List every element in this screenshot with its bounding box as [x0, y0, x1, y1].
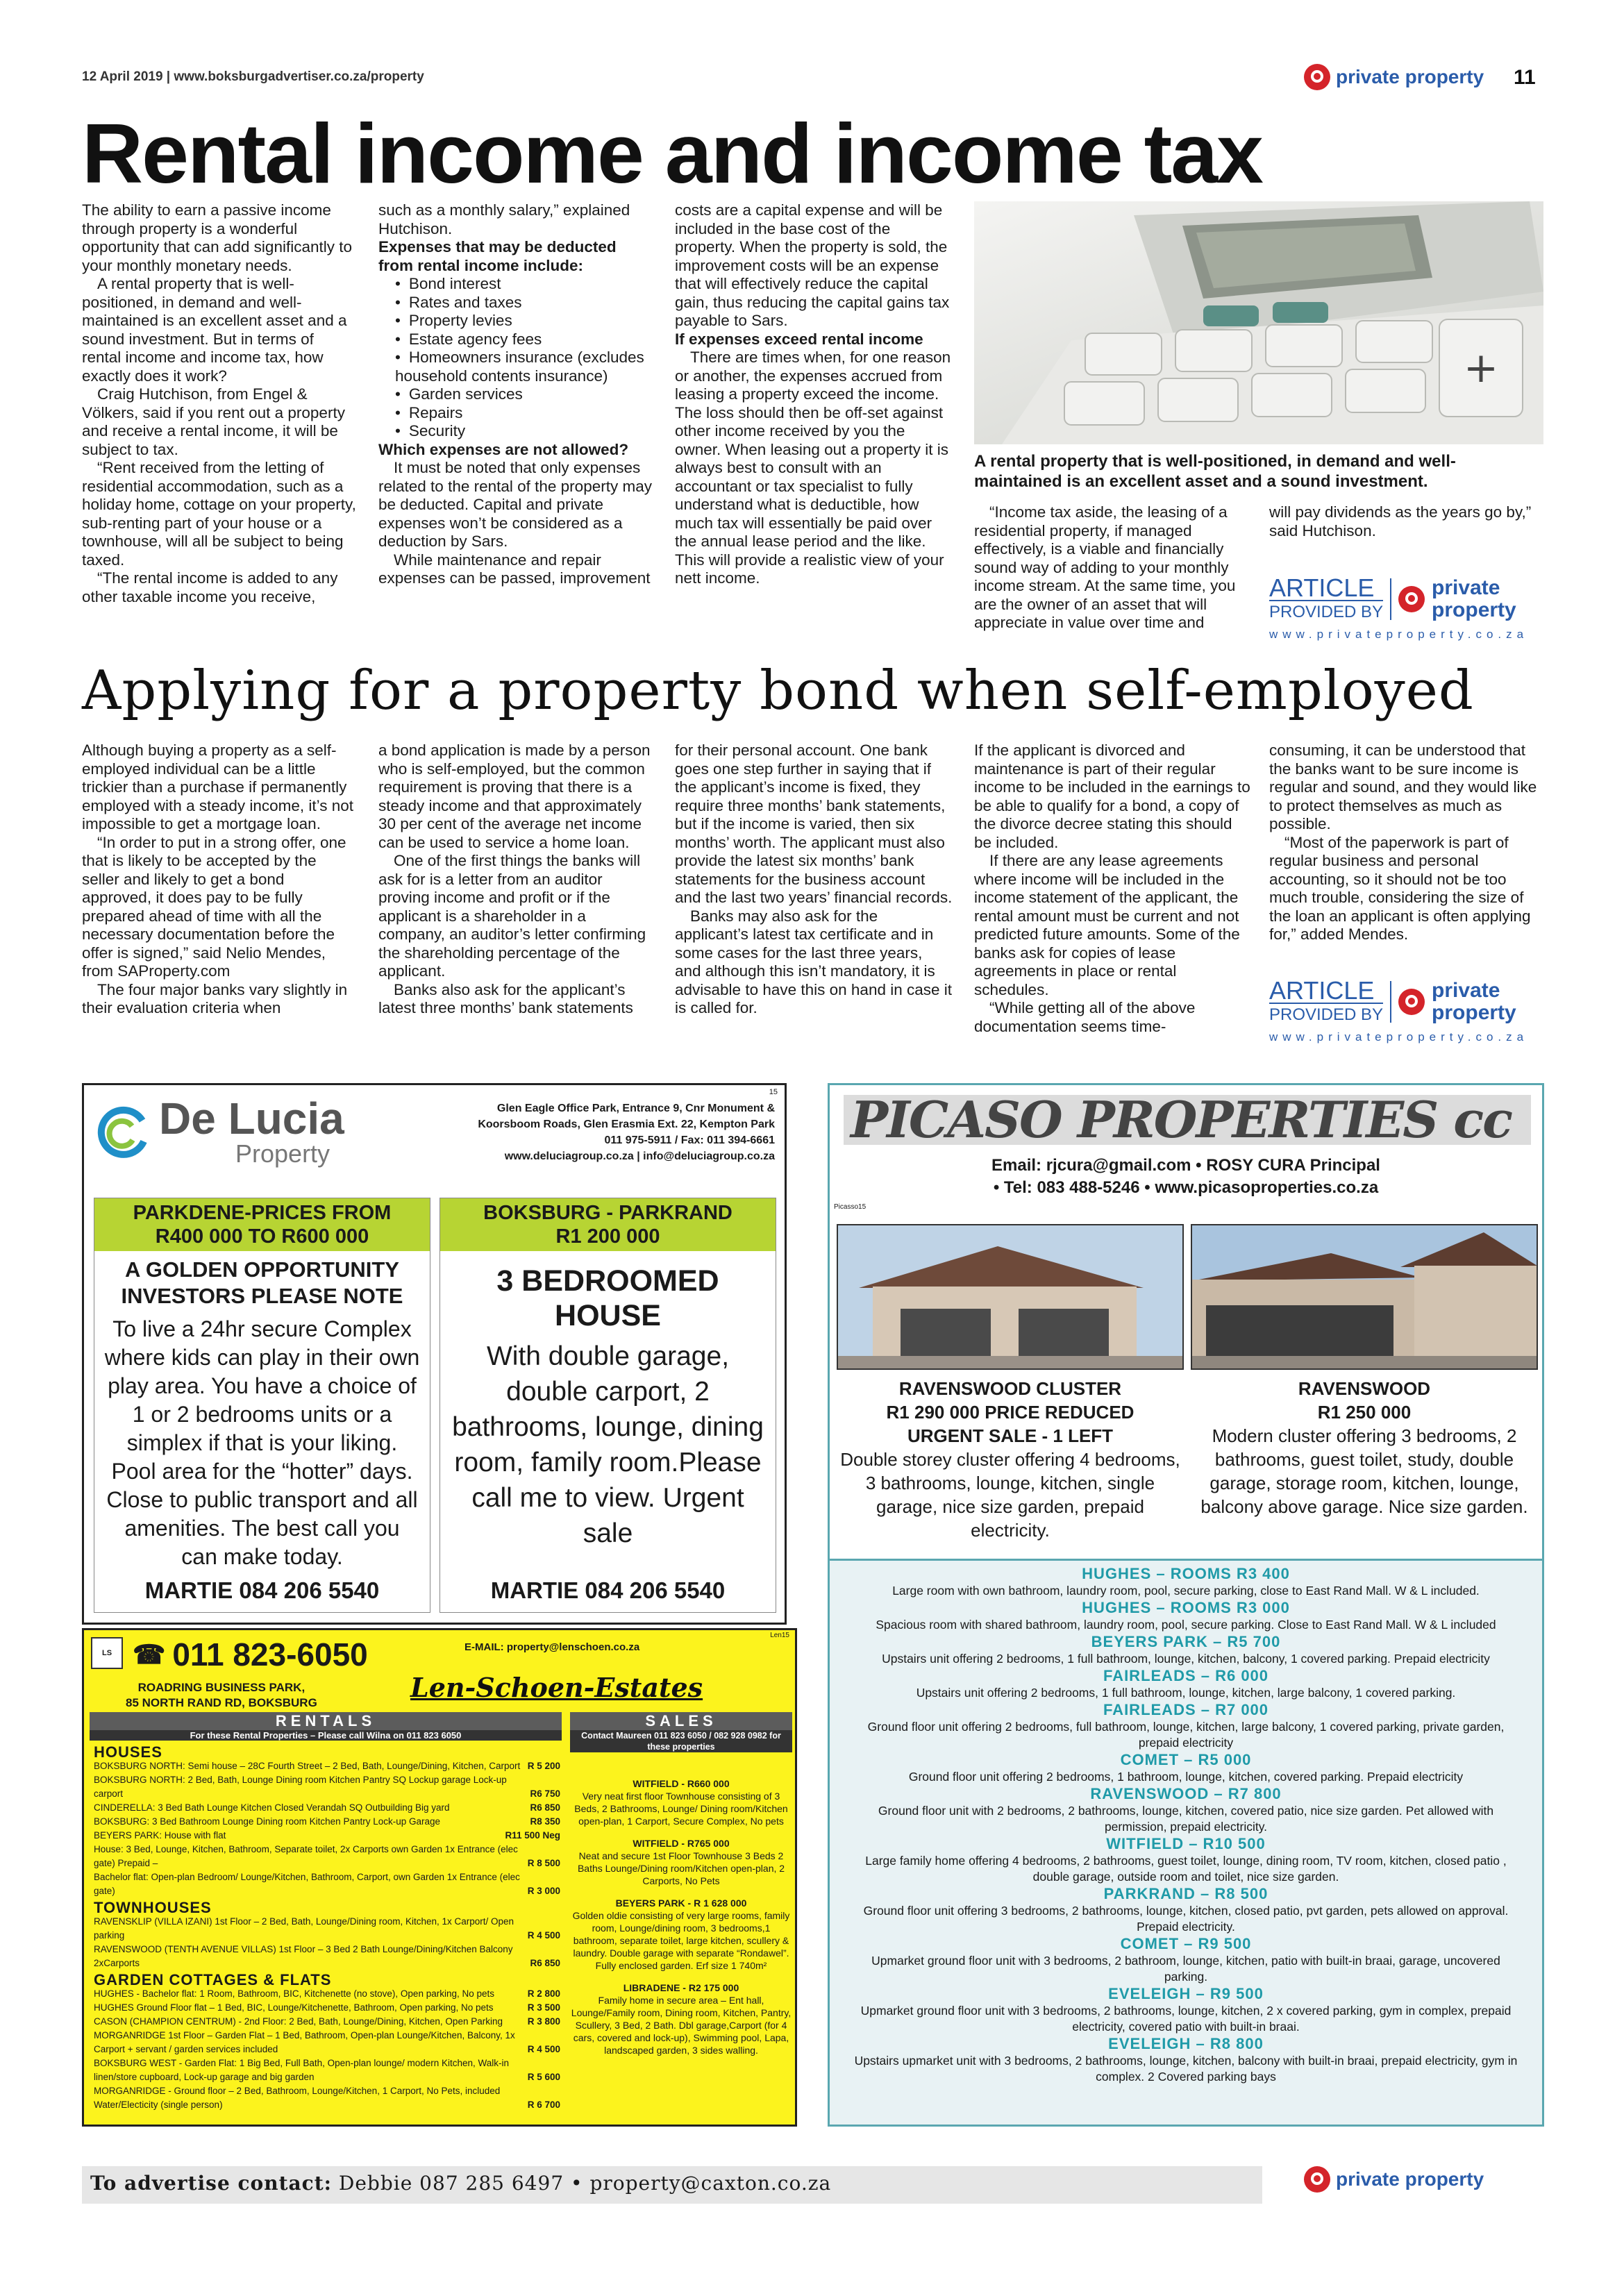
picaso-rentals-list	[828, 1559, 1544, 2127]
address-line: www.deluciagroup.co.za | info@deluciagroup.co.za	[504, 1150, 775, 1162]
listing-ravenswood-cluster	[837, 1377, 1184, 1542]
listing-desc: Ground floor unit with 2 bedrooms, 2 bathrooms, lounge, kitchen, covered patio, nice size garden. Pet allowed with permission, prepaid electricity.	[878, 1804, 1494, 1834]
text: The four major banks vary slightly in their evaluation criteria when	[82, 980, 348, 1016]
divider	[1390, 981, 1391, 1023]
folio: 12 April 2019 | www.boksburgadvertiser.co.za/property	[82, 69, 424, 84]
text: a bond application is made by a person who is self-employed, but the common requirement is proving that there is a steady income and that approximately 30 per cent of the average net income can be used to service a home loan.	[378, 741, 651, 851]
address-line: 85 NORTH RAND RD, BOKSBURG	[126, 1696, 317, 1709]
sale-listing	[570, 1897, 792, 1972]
listing-heading	[94, 1257, 430, 1309]
sale-desc: Golden oldie consisting of very large rooms, family room, Lounge/dining room, 3 bedrooms,1 bathroom, separate toilet, large kitchen, scullery & laundry. Double garage with separate “Rondawel”. Fully enclosed garden. Erf size 1 740m²	[572, 1910, 790, 1971]
rentals-list	[830, 1561, 1542, 2085]
calculator-photo	[974, 201, 1543, 444]
text: such as a monthly salary,” explained Hutchison.	[378, 201, 630, 237]
listing-desc: Upstairs unit offering 2 bedrooms, 1 full bathroom, lounge, kitchen, large balcony, 1 covered parking.	[916, 1686, 1456, 1700]
heading-line: 3 BEDROOMED	[496, 1264, 719, 1298]
brand-name: private property	[1336, 2168, 1484, 2190]
listing-title: RAVENSWOOD CLUSTER	[898, 1378, 1122, 1399]
article2-col1	[82, 741, 356, 1018]
property-word: property	[1432, 598, 1516, 621]
house-pin-icon	[1304, 2166, 1330, 2193]
footer-contact	[90, 2172, 831, 2195]
listing-desc: Ground floor unit offering 2 bedrooms, full bathroom, lounge, kitchen, large balcony, 1 covered parking, private garden, prepaid electricity	[867, 1720, 1505, 1750]
text: A rental property that is well-positioned, in demand and well-maintained is an excellent asset and a sound investment. But in terms of rental income and income tax, how exactly does it work?	[82, 275, 347, 385]
phone-icon: ☎	[133, 1640, 166, 1670]
brand-name: private property	[1336, 66, 1484, 87]
deduction-item: • Repairs	[395, 404, 653, 423]
provider-url: www.privateproperty.co.za	[1269, 1030, 1529, 1044]
ad-tag: Picasso15	[834, 1203, 867, 1211]
address-line: Koorsboom Roads, Glen Erasmia Ext. 22, Kempton Park	[478, 1118, 775, 1130]
rental-listing	[830, 2035, 1542, 2085]
heading-line: HOUSE	[555, 1299, 661, 1332]
text: Banks also ask for the applicant’s latest three months’ bank statements	[378, 980, 633, 1016]
listing-body: With double garage, double carport, 2 bathrooms, lounge, dining room, family room.Please call me to view. Urgent sale	[452, 1341, 764, 1548]
rental-desc: BOKSBURG NORTH: 2 Bed, Bath, Lounge Dining room Kitchen Pantry SQ Lockup garage Lock-up carport	[94, 1775, 507, 1799]
listing-desc: Upstairs unit offering 2 bedrooms, 1 full bathroom, lounge, kitchen, balcony, 1 covered parking. Prepaid electricity	[882, 1652, 1490, 1666]
listing-title: COMET – R5 000	[1120, 1751, 1252, 1768]
rental-listing	[830, 1599, 1542, 1633]
article-provided-badge	[1269, 573, 1529, 642]
heading-line: INVESTORS PLEASE NOTE	[121, 1284, 403, 1308]
rental-price: R 3 000	[527, 1886, 560, 1896]
rental-listing	[830, 1667, 1542, 1701]
listing-price: R1 250 000	[1317, 1402, 1412, 1423]
deduction-item: • Garden services	[395, 385, 653, 404]
sale-title: LIBRADENE - R2 175 000	[623, 1982, 739, 1993]
rental-row	[94, 1943, 560, 1970]
listing-title: HUGHES – ROOMS R3 000	[1082, 1599, 1290, 1616]
sale-desc: Very neat first floor Townhouse consisting of 3 Beds, 2 Bathrooms, Lounge/ Dining room/Kitchen open-plan, 1 Carport, Secure Complex, No pets	[574, 1791, 788, 1827]
footer-details: Debbie 087 285 6497 • property@caxton.co.za	[338, 2172, 832, 2195]
rental-row	[94, 2029, 560, 2056]
deduction-item: • Rates and taxes	[395, 294, 653, 312]
rental-price: R 4 500	[527, 2044, 560, 2054]
article1-col3	[675, 201, 953, 588]
page-number: 11	[1514, 66, 1536, 89]
rental-listing	[830, 1985, 1542, 2035]
picaso-contact	[830, 1155, 1542, 1199]
rental-price: R 5 200	[527, 1761, 560, 1771]
rental-price: R 6 700	[527, 2100, 560, 2110]
house-pin-icon	[1304, 64, 1330, 90]
swirl-logo-icon	[94, 1105, 149, 1161]
rental-row	[94, 1829, 560, 1843]
brand-logo-bottom	[1304, 2166, 1484, 2193]
rentals-sub: For these Rental Properties – Please call Wilna on 011 823 6050	[90, 1730, 562, 1741]
deduction-item: • Homeowners insurance (excludes household contents insurance)	[395, 349, 653, 385]
listing-desc: Large family home offering 4 bedrooms, 2 bathrooms, guest toilet, lounge, dining room, TV room, kitchen, closed patio , double garage, outside room and toilet, nice size garden.	[865, 1854, 1507, 1884]
sale-title: WITFIELD - R765 000	[633, 1838, 730, 1849]
deduction-item: • Property levies	[395, 312, 653, 330]
rental-desc: RAVENSKLIP (VILLA IZANI) 1st Floor – 2 Bed, Bath, Lounge/Dining room, Kitchen, 1x Carport/ Open parking	[94, 1916, 514, 1941]
rentals-title: RENTALS	[90, 1712, 562, 1730]
sale-listing	[570, 1837, 792, 1887]
article1-col4	[974, 503, 1252, 632]
rental-row	[94, 1870, 560, 1898]
text: Although buying a property as a self-employed individual can be a little trickier than a purchase if permanently employed with a steady income, it’s not impossible to get a mortgage loan.	[82, 741, 354, 832]
rental-desc: MORGANRIDGE 1st Floor – Garden Flat – 1 Bed, Bathroom, Open-plan Lounge/Kitchen, Balcony, 1x Carport + servant / garden services included	[94, 2030, 515, 2054]
house-photo	[837, 1224, 1184, 1370]
band-line: BOKSBURG - PARKRAND	[483, 1202, 733, 1224]
sales-list	[570, 1777, 792, 2066]
listing-title: FAIRLEADS – R7 000	[1103, 1701, 1269, 1718]
rental-listing	[830, 1701, 1542, 1751]
footer-label: To advertise contact:	[90, 2172, 332, 2195]
band-line: R400 000 TO R600 000	[155, 1225, 369, 1248]
divider	[1390, 578, 1391, 620]
ad-tag: Len15	[770, 1632, 789, 1639]
listing-title: PARKRAND – R8 500	[1103, 1885, 1269, 1902]
heading-line: A GOLDEN OPPORTUNITY	[125, 1257, 399, 1282]
article1-col2	[378, 201, 653, 588]
listing-contact: MARTIE 084 206 5540	[440, 1569, 776, 1612]
text: “In order to put in a strong offer, one that is likely to be accepted by the seller and likely to get a bond approved, it does pay to be fully prepared ahead of time with all the necessary documentation before the offer is signed,” said Nelio Mendes, from SAProperty.com	[82, 833, 346, 980]
listing-contact: MARTIE 084 206 5540	[94, 1569, 430, 1612]
article2-col3	[675, 741, 953, 1018]
provided-by-label: PROVIDED BY	[1269, 600, 1383, 622]
rental-listing	[830, 1885, 1542, 1935]
listing-title: RAVENSWOOD	[1298, 1378, 1431, 1399]
text: “While getting all of the above documentation seems time-	[974, 999, 1196, 1035]
house-photo	[1191, 1224, 1538, 1370]
article1-col1	[82, 201, 356, 606]
rental-desc: BOKSBURG: 3 Bed Bathroom Lounge Dining room Kitchen Pantry Lock-up Garage	[94, 1816, 441, 1827]
deduction-item: • Estate agency fees	[395, 330, 653, 349]
listing-heading	[440, 1264, 776, 1333]
rental-price: R 3 500	[527, 2002, 560, 2013]
rental-price: R8 350	[530, 1816, 560, 1827]
listing-band	[94, 1198, 430, 1251]
listing-ravenswood	[1191, 1377, 1538, 1518]
house-pin-icon	[1398, 989, 1425, 1015]
listing-desc: Upmarket ground floor unit with 3 bedrooms, 2 bathroom, lounge, kitchen, patio with built-in braai, garage, uncovered parking.	[871, 1954, 1500, 1984]
listing-parkrand	[440, 1198, 776, 1613]
sale-listing	[570, 1981, 792, 2056]
rental-desc: BOKSBURG WEST - Garden Flat: 1 Big Bed, Full Bath, Open-plan lounge/ modern Kitchen, Walk-in linen/store cupboard, Lock-up garage and big garden	[94, 2058, 510, 2082]
article-label: ARTICLE	[1269, 976, 1375, 1005]
len-schoen-logo: Len-Schoen-Estates	[410, 1672, 703, 1703]
provided-by-label: PROVIDED BY	[1269, 1003, 1383, 1025]
ad-picaso-properties	[828, 1083, 1544, 1569]
text: “The rental income is added to any other taxable income you receive,	[82, 569, 338, 605]
band-line: PARKDENE-PRICES FROM	[133, 1202, 392, 1224]
provider-url: www.privateproperty.co.za	[1269, 628, 1529, 641]
listing-title: EVELEIGH – R8 800	[1108, 2035, 1264, 2052]
subhead-exceed: If expenses exceed rental income	[675, 330, 923, 348]
rental-row	[94, 1801, 560, 1815]
article-provided-badge	[1269, 976, 1529, 1044]
rental-price: R6 850	[530, 1958, 560, 1968]
sales-sub: Contact Maureen 011 823 6050 / 082 928 0982 for these properties	[570, 1730, 792, 1752]
listing-desc: Large room with own bathroom, laundry room, pool, secure parking, close to East Rand Mall. W & L included.	[892, 1584, 1480, 1598]
listing-title: BEYERS PARK – R5 700	[1091, 1633, 1281, 1650]
rental-desc: RAVENSWOOD (TENTH AVENUE VILLAS) 1st Floor – 3 Bed 2 Bath Lounge/Dining/Kitchen Balcony 2xCarports	[94, 1944, 513, 1968]
text: consuming, it can be understood that the banks want to be sure income is regular and sound, and they would like to protect themselves as much as possible.	[1269, 741, 1537, 832]
rental-row	[94, 1987, 560, 2001]
listing-title: FAIRLEADS – R6 000	[1103, 1667, 1269, 1684]
listing-body: To live a 24hr secure Complex where kids can play in their own play area. You have a choice of 1 or 2 bedrooms units or a simplex if that is your liking. Pool area for the “hotter” days. Close to public transport and all amenities. The best call you can make today.	[104, 1316, 420, 1569]
private-word: private	[1432, 979, 1500, 1002]
ad-tag: 15	[769, 1088, 778, 1096]
rental-price: R 5 600	[527, 2072, 560, 2082]
address-line: ROADRING BUSINESS PARK,	[137, 1681, 305, 1694]
logo-text: De Lucia	[159, 1093, 344, 1143]
rental-price: R 4 500	[527, 1930, 560, 1941]
photo-caption: A rental property that is well-positioned, in demand and well-maintained is an excellent asset and a sound investment.	[974, 452, 1456, 491]
rental-desc: House: 3 Bed, Lounge, Kitchen, Bathroom, Separate toilet, 2x Carports own Garden 1x Entrance (elec gate) Prepaid –	[94, 1844, 518, 1868]
ls-badge-icon: LS	[91, 1637, 123, 1669]
rental-listing	[830, 1835, 1542, 1885]
listing-title: EVELEIGH – R9 500	[1108, 1985, 1264, 2002]
deduction-item: • Security	[395, 422, 653, 441]
sale-title: BEYERS PARK - R 1 628 000	[615, 1897, 747, 1909]
sale-listing	[570, 1777, 792, 1827]
address	[126, 1680, 317, 1711]
headline-property-bond: Applying for a property bond when self-employed	[82, 660, 1474, 722]
section-title: GARDEN COTTAGES & FLATS	[94, 1971, 332, 1988]
text: One of the first things the banks will ask for is a letter from an auditor proving income and profit or if the applicant is a shareholder in a company, an auditor’s letter confirming the shareholding percentage of the applicant.	[378, 852, 646, 980]
rental-price: R6 750	[530, 1788, 560, 1799]
text: If the applicant is divorced and maintenance is part of their regular income to be included in the earnings to be able to qualify for a bond, a copy of the divorce decree stating this should be included.	[974, 741, 1250, 851]
rental-listing	[830, 1565, 1542, 1599]
article1-col5	[1269, 503, 1543, 540]
section-title: HOUSES	[94, 1743, 162, 1761]
rental-price: R6 850	[530, 1802, 560, 1813]
article2-col5	[1269, 741, 1543, 944]
sale-title: WITFIELD - R660 000	[633, 1778, 730, 1789]
text: costs are a capital expense and will be included in the base cost of the property. When the property is sold, the improvement costs will be an expense that will effectively reduce the capital gain, thus reducing the capital gains tax payable to Sars.	[675, 201, 950, 329]
text: The ability to earn a passive income through property is a wonderful opportunity that can add significantly to your monthly monetary needs.	[82, 201, 352, 274]
rental-desc: CASON (CHAMPION CENTRUM) - 2nd Floor: 2 Bed, Bath, Lounge/Dining, Kitchen, Open Parking	[94, 2016, 503, 2027]
listing-desc: Spacious room with shared bathroom, laundry room, pool, secure parking. Close to East Rand Mall. W & L included	[876, 1618, 1496, 1632]
article2-col2	[378, 741, 653, 1018]
rental-desc: BEYERS PARK: House with flat	[94, 1830, 226, 1841]
rental-price: R 3 800	[527, 2016, 560, 2027]
brand-logo-top	[1304, 64, 1484, 90]
text: It must be noted that only expenses related to the rental of the property may be deducted. Capital and private expenses won’t be considered as a deduction by Sars.	[378, 459, 652, 550]
listing-title: RAVENSWOOD – R7 800	[1090, 1785, 1282, 1802]
article2-col4	[974, 741, 1252, 1036]
rental-desc: MORGANRIDGE - Ground floor – 2 Bed, Bathroom, Lounge/Kitchen, 1 Carport, No Pets, included Water/Electicity (single person)	[94, 2086, 501, 2110]
rental-desc: CINDERELLA: 3 Bed Bath Lounge Kitchen Closed Verandah SQ Outbuilding Big yard	[94, 1802, 450, 1813]
phone-line	[133, 1636, 368, 1673]
rental-listing	[830, 1935, 1542, 1985]
listing-title: COMET – R9 500	[1120, 1935, 1252, 1952]
rental-row	[94, 2015, 560, 2029]
rental-row	[94, 1815, 560, 1829]
listing-band	[440, 1198, 776, 1251]
sales-header	[570, 1712, 792, 1752]
logo-subtext: Property	[235, 1139, 330, 1168]
picaso-title: PICASO PROPERTIES cc	[844, 1095, 1531, 1145]
listing-desc: Ground floor unit offering 3 bedrooms, 2 bathrooms, lounge, kitchen, closed patio, pvt garden, pets allowed on approval. Prepaid electricity.	[863, 1904, 1509, 1934]
contact-line: • Tel: 083 488-5246 • www.picasoproperties.co.za	[993, 1178, 1379, 1197]
property-word: property	[1432, 1001, 1516, 1024]
listing-desc: Upmarket ground floor unit with 3 bedrooms, 2 bathrooms, lounge, kitchen, 2 x covered parking, gym in complex, prepaid electricity, covered patio with built-in braai.	[860, 2004, 1512, 2034]
subhead-not-allowed: Which expenses are not allowed?	[378, 440, 629, 458]
text: “Rent received from the letting of residential accommodation, such as a holiday home, cottage on your property, sub-renting part of your house or a townhouse, will all be subject to being taxed.	[82, 459, 356, 569]
text: While maintenance and repair expenses can be passed, improvement	[378, 551, 651, 587]
rental-row	[94, 1773, 560, 1801]
sale-desc: Family home in secure area – Ent hall, Lounge/Family room, Dining room, Kitchen, Pantry, Scullery, 3 Bed, 2 Bath. Dbl garage,Carport (for 4 cars, covered and lock-up), Swimming pool, Lapa, landscaped garden, 3 sides walling.	[571, 1995, 792, 2056]
deduction-item: • Bond interest	[395, 275, 653, 294]
de-lucia-address	[478, 1100, 775, 1164]
phone-number: 011 823-6050	[172, 1636, 368, 1673]
ad-len-schoen	[82, 1628, 797, 2127]
rental-desc: Bachelor flat: Open-plan Bedroom/ Lounge/Kitchen, Bathroom, Carport, own Garden 1x Entrance (elec gate)	[94, 1872, 520, 1896]
listing-desc: Modern cluster offering 3 bedrooms, 2 bathrooms, guest toilet, study, double garage, storage room, kitchen, lounge, balcony above garage. Nice size garden.	[1200, 1425, 1528, 1517]
rental-row	[94, 1915, 560, 1943]
listing-title: WITFIELD – R10 500	[1106, 1835, 1266, 1852]
rental-listing	[830, 1785, 1542, 1835]
rental-price: R 8 500	[527, 1858, 560, 1868]
address-line: Glen Eagle Office Park, Entrance 9, Cnr Monument &	[496, 1103, 775, 1114]
listing-desc: Double storey cluster offering 4 bedrooms, 3 bathrooms, lounge, kitchen, single garage, nice size garden, prepaid electricity.	[840, 1449, 1180, 1541]
rental-row	[94, 2084, 560, 2112]
rental-price: R11 500 Neg	[505, 1830, 560, 1841]
text: Banks may also ask for the applicant’s latest tax certificate and in some cases for the last three years, and although this isn’t mandatory, it is advisable to have this on hand in case it is called for.	[675, 907, 953, 1016]
address-line: 011 975-5911 / Fax: 011 394-6661	[604, 1134, 775, 1146]
listing-note: URGENT SALE - 1 LEFT	[907, 1425, 1114, 1446]
sales-title: SALES	[570, 1712, 792, 1730]
text: If there are any lease agreements where income will be included in the income statement of the applicant, the rental amount must be current and not predicted future amounts. Some of the banks ask for copies of lease agreements in place or rental schedules.	[974, 852, 1240, 998]
rental-listing	[830, 1751, 1542, 1785]
rental-row	[94, 2001, 560, 2015]
rental-desc: HUGHES - Bachelor flat: 1 Room, Bathroom, BIC, Kitchenette (no stove), Open parking, No pets	[94, 1988, 495, 1999]
listing-desc: Upstairs upmarket unit with 3 bedrooms, 2 bathrooms, lounge, kitchen, balcony with built-in braai, prepaid electricity, gym in complex. 2 Covered parking bays	[854, 2054, 1518, 2084]
rentals-header	[90, 1712, 562, 1741]
text: for their personal account. One bank goes one step further in saying that if the applicant’s income is fixed, they require three months’ bank statements, but if the income is varied, then six months’ worth. The applicant must also provide the latest six months’ bank statements for the business account and the last two years’ financial records.	[675, 741, 953, 906]
sale-desc: Neat and secure 1st Floor Townhouse 3 Beds 2 Baths Lounge/Dining room/Kitchen open-plan, 2 Carports, No Pets	[577, 1850, 785, 1886]
house-pin-icon	[1398, 586, 1425, 612]
listing-desc: Ground floor unit offering 2 bedrooms, 1 bathroom, lounge, kitchen, covered parking. Prepaid electricity	[908, 1770, 1464, 1784]
text: There are times when, for one reason or another, the expenses accrued from leasing a property exceed the income. The loss should then be off-set against other income received by you the owner. When leasing out a property it is always best to consult with an accountant or tax specialist to fully understand what is deductible, how much tax will essentially be paid over the annual lease period and the like. This will provide a realistic view of your nett income.	[675, 349, 951, 587]
de-lucia-logo	[94, 1093, 344, 1168]
rental-desc: BOKSBURG NORTH: Semi house – 28C Fourth Street – 2 Bed, Bath, Lounge/Dining, Kitchen, Carport	[94, 1761, 521, 1771]
section-title: TOWNHOUSES	[94, 1899, 212, 1916]
ad-de-lucia	[82, 1083, 787, 1625]
listing-price: R1 290 000 PRICE REDUCED	[886, 1402, 1135, 1423]
svg-text:+: +	[1463, 344, 1499, 392]
band-line: R1 200 000	[555, 1225, 660, 1248]
text: will pay dividends as the years go by,” said Hutchison.	[1269, 503, 1532, 539]
rental-row	[94, 1843, 560, 1870]
rental-listing	[830, 1633, 1542, 1667]
contact-line: Email: rjcura@gmail.com • ROSY CURA Principal	[991, 1156, 1380, 1175]
subhead-deductions: Expenses that may be deducted from rental income include:	[378, 238, 617, 274]
text: Craig Hutchison, from Engel & Völkers, said if you rent out a property and receive a rental income, it will be subject to tax.	[82, 385, 345, 458]
private-word: private	[1432, 576, 1500, 599]
text: “Income tax aside, the leasing of a residential property, if managed effectively, is a viable and financially sound way of adding to your monthly income stream. At the same time, you are the owner of an asset that will appreciate in value over time and	[974, 503, 1236, 631]
deductions-list	[378, 275, 653, 441]
listing-parkdene	[94, 1198, 430, 1613]
rental-price: R 2 800	[527, 1988, 560, 1999]
listing-title: HUGHES – ROOMS R3 400	[1082, 1565, 1290, 1582]
rental-desc: HUGHES Ground Floor flat – 1 Bed, BIC, Lounge/Kitchenette, Bathroom, Open parking, No pets	[94, 2002, 494, 2013]
article-label: ARTICLE	[1269, 573, 1375, 602]
rental-row	[94, 2056, 560, 2084]
text: “Most of the paperwork is part of regular business and personal accounting, so it should not be too much trouble, considering the size of the loan an applicant is often applying for,” added Mendes.	[1269, 833, 1531, 943]
rental-row	[94, 1759, 560, 1773]
rentals-list	[94, 1743, 560, 2112]
headline-rental-income: Rental income and income tax	[82, 106, 1262, 201]
email: E-MAIL: property@lenschoen.co.za	[464, 1641, 640, 1653]
